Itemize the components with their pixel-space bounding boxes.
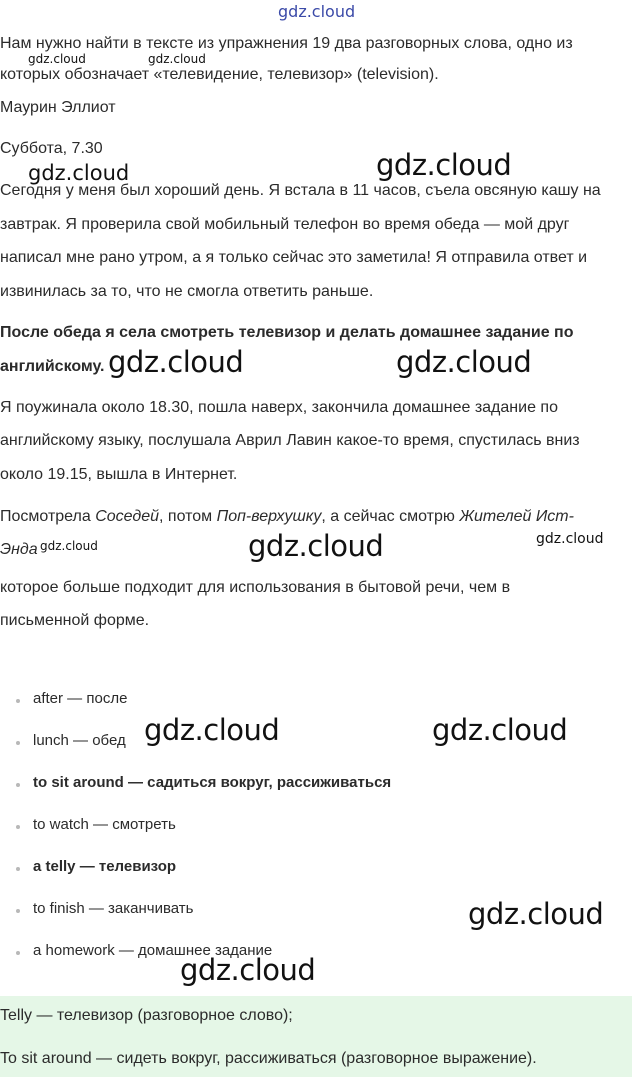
bullet-icon (16, 699, 20, 703)
bullet-icon (16, 951, 20, 955)
vocab-item: a homework — домашнее задание (33, 942, 273, 959)
paragraph-line (0, 540, 38, 560)
paragraph-line: около 19.15, вышла в Интернет. (0, 466, 238, 483)
answer-line: To sit around — сидеть вокруг, рассиживаться (разговорное выражение). (0, 1050, 537, 1067)
watermark: gdz.cloud (144, 713, 280, 747)
paragraph-line: английскому языку, послушала Аврил Лавин какое-то время, спустилась вниз (0, 432, 580, 449)
show-title: Поп-верхушку (216, 508, 322, 525)
bullet-icon (16, 867, 20, 871)
watermark: gdz.cloud (28, 52, 86, 66)
paragraph-line: завтрак. Я проверила свой мобильный телефон во время обеда — мой друг (0, 216, 570, 233)
paragraph-line (0, 507, 574, 527)
watermark: gdz.cloud (148, 52, 206, 66)
watermark: gdz.cloud (432, 713, 568, 747)
watermark: gdz.cloud (28, 161, 130, 185)
vocab-item: after — после (33, 690, 128, 707)
paragraph-line: Я поужинала около 18.30, пошла наверх, закончила домашнее задание по (0, 399, 558, 416)
watermark: gdz.cloud (468, 897, 604, 931)
show-title: Соседей (95, 508, 160, 525)
watermark: gdz.cloud (536, 531, 604, 547)
watermark: gdz.cloud (376, 148, 512, 182)
show-title: Энда (0, 541, 38, 558)
watermark: gdz.cloud (396, 345, 532, 379)
answer-line: Telly — телевизор (разговорное слово); (0, 1007, 293, 1024)
vocab-item: a telly — телевизор (33, 858, 177, 875)
diary-author: Маурин Эллиот (0, 99, 116, 116)
paragraph-line: написал мне рано утром, а я только сейчас это заметила! Я отправила ответ и (0, 249, 588, 266)
task-text-line: Нам нужно найти в тексте из упражнения 19 два разговорных слова, одно из (0, 35, 573, 52)
vocab-item: to watch — смотреть (33, 816, 176, 833)
watermark: gdz.cloud (248, 529, 384, 563)
bullet-icon (16, 783, 20, 787)
bullet-icon (16, 825, 20, 829)
paragraph-line: которое больше подходит для использования в бытовой речи, чем в (0, 579, 511, 596)
vocab-item: lunch — обед (33, 732, 126, 749)
watermark: gdz.cloud (108, 345, 244, 379)
text-run: , потом (159, 508, 217, 525)
vocab-item: to finish — заканчивать (33, 900, 194, 917)
paragraph-line: Сегодня у меня был хороший день. Я встала в 11 часов, съела овсяную кашу на (0, 182, 601, 199)
paragraph-line: извинилась за то, что не смогла ответить раньше. (0, 283, 374, 300)
watermark: gdz.cloud (40, 539, 98, 553)
paragraph-line-bold: После обеда я села смотреть телевизор и делать домашнее задание по (0, 324, 574, 341)
watermark: gdz.cloud (180, 953, 316, 987)
bullet-icon (16, 909, 20, 913)
answer-box (0, 996, 632, 1077)
bullet-icon (16, 741, 20, 745)
text-run: Посмотрела (0, 508, 96, 525)
show-title: Жителей Ист- (459, 508, 574, 525)
paragraph-line: письменной форме. (0, 612, 150, 629)
text-run: , а сейчас смотрю (321, 508, 460, 525)
watermark-top: gdz.cloud (278, 2, 356, 21)
paragraph-line-bold: английскому. (0, 358, 105, 375)
task-text-line: которых обозначает «телевидение, телевизор» (television). (0, 66, 439, 83)
vocab-item: to sit around — садиться вокруг, рассиживаться (33, 774, 392, 791)
diary-date: Суббота, 7.30 (0, 140, 103, 157)
